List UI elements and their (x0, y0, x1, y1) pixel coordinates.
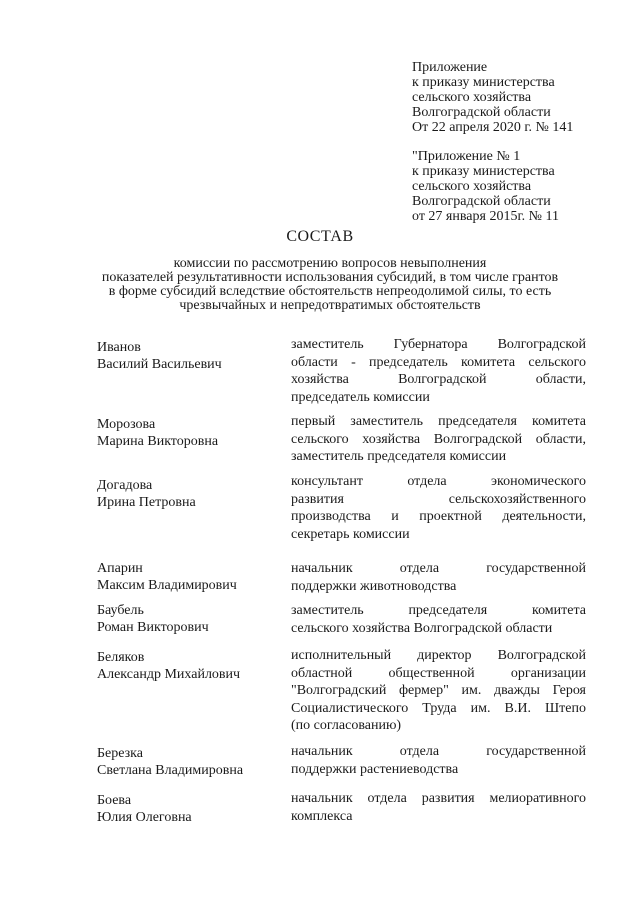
member-name (97, 602, 277, 636)
position-line: поддержки растениеводства (291, 761, 459, 777)
position-line: поддержки животноводства (291, 578, 457, 594)
subtitle-line: чрезвычайных и непредотвратимых обстоятельств (179, 298, 481, 313)
member-name (97, 745, 277, 779)
annex-line: Волгоградской области (412, 105, 551, 120)
annex-line: к приказу министерства (412, 75, 555, 90)
position-line: секретарь комиссии (291, 526, 410, 542)
position-line: комплекса (291, 808, 353, 824)
annex-line: "Приложение № 1 (412, 149, 521, 164)
member-surname: Иванов (97, 340, 141, 355)
annex-line: от 27 января 2015г. № 11 (412, 209, 559, 224)
subtitle-line: в форме субсидий вследствие обстоятельств непреодолимой силы, то есть (108, 284, 552, 299)
member-given-names: Роман Викторович (97, 620, 209, 635)
member-surname: Баубель (97, 603, 144, 618)
member-position (291, 647, 586, 735)
position-line: (по согласованию) (291, 718, 402, 733)
member-position (291, 473, 586, 543)
member-surname: Березка (97, 746, 143, 761)
position-line: начальник отдела развития мелиоративного (291, 791, 586, 806)
annex-header-original (412, 149, 559, 224)
subtitle-line: показателей результативности использования субсидий, в том числе грантов (101, 270, 559, 285)
position-line: заместитель председателя комитета (291, 603, 586, 618)
member-given-names: Марина Викторовна (97, 434, 219, 449)
document-subtitle (100, 257, 560, 313)
position-line: начальник отдела государственной (291, 744, 586, 759)
member-name (97, 339, 277, 373)
annex-line: Волгоградской области (412, 194, 551, 209)
member-name (97, 649, 277, 683)
member-given-names: Максим Владимирович (97, 578, 237, 593)
position-line: консультант отдела экономического (291, 474, 586, 489)
member-name (97, 477, 277, 511)
subtitle-line: комиссии по рассмотрению вопросов невыполнения (173, 256, 487, 271)
annex-line: сельского хозяйства (412, 179, 532, 194)
position-line: развития сельскохозяйственного (291, 491, 586, 507)
position-line: сельского хозяйства Волгоградской области, (291, 431, 586, 447)
position-line: сельского хозяйства Волгоградской области (291, 620, 553, 636)
member-given-names: Василий Васильевич (97, 357, 222, 372)
position-line: областной общественной организации (291, 665, 586, 681)
annex-line: От 22 апреля 2020 г. № 141 (412, 120, 574, 135)
member-position (291, 743, 586, 778)
position-line: производства и проектной деятельности, (291, 509, 586, 524)
member-given-names: Александр Михайлович (97, 667, 241, 682)
position-line: заместитель председателя комиссии (291, 449, 507, 464)
annex-header-current (412, 60, 573, 135)
position-line: области - председатель комитета сельского (291, 354, 586, 370)
member-position (291, 560, 586, 595)
member-given-names: Ирина Петровна (97, 495, 196, 510)
member-surname: Апарин (97, 561, 143, 576)
position-line: первый заместитель председателя комитета (291, 414, 586, 429)
member-given-names: Юлия Олеговна (97, 810, 192, 825)
member-name (97, 416, 277, 450)
position-line: заместитель Губернатора Волгоградской (291, 337, 586, 352)
member-position (291, 790, 586, 825)
member-name (97, 792, 277, 826)
position-line: Социалистического Труда им. В.И. Штепо (291, 700, 586, 716)
position-line: председатель комиссии (291, 389, 430, 405)
position-line: хозяйства Волгоградской области, (291, 372, 586, 387)
annex-line: к приказу министерства (412, 164, 555, 179)
member-surname: Морозова (97, 417, 156, 432)
annex-line: сельского хозяйства (412, 90, 532, 105)
member-surname: Беляков (97, 650, 145, 665)
position-line: исполнительный директор Волгоградской (291, 648, 586, 663)
member-position (291, 413, 586, 466)
position-line: "Волгоградский фермер" им. дважды Героя (291, 683, 586, 698)
member-position (291, 336, 586, 406)
annex-line: Приложение (412, 60, 488, 75)
member-name (97, 560, 277, 594)
member-surname: Догадова (97, 478, 153, 493)
member-surname: Боева (97, 793, 132, 808)
member-position (291, 602, 586, 637)
member-given-names: Светлана Владимировна (97, 763, 244, 778)
position-line: начальник отдела государственной (291, 561, 586, 576)
document-title: СОСТАВ (286, 228, 354, 245)
